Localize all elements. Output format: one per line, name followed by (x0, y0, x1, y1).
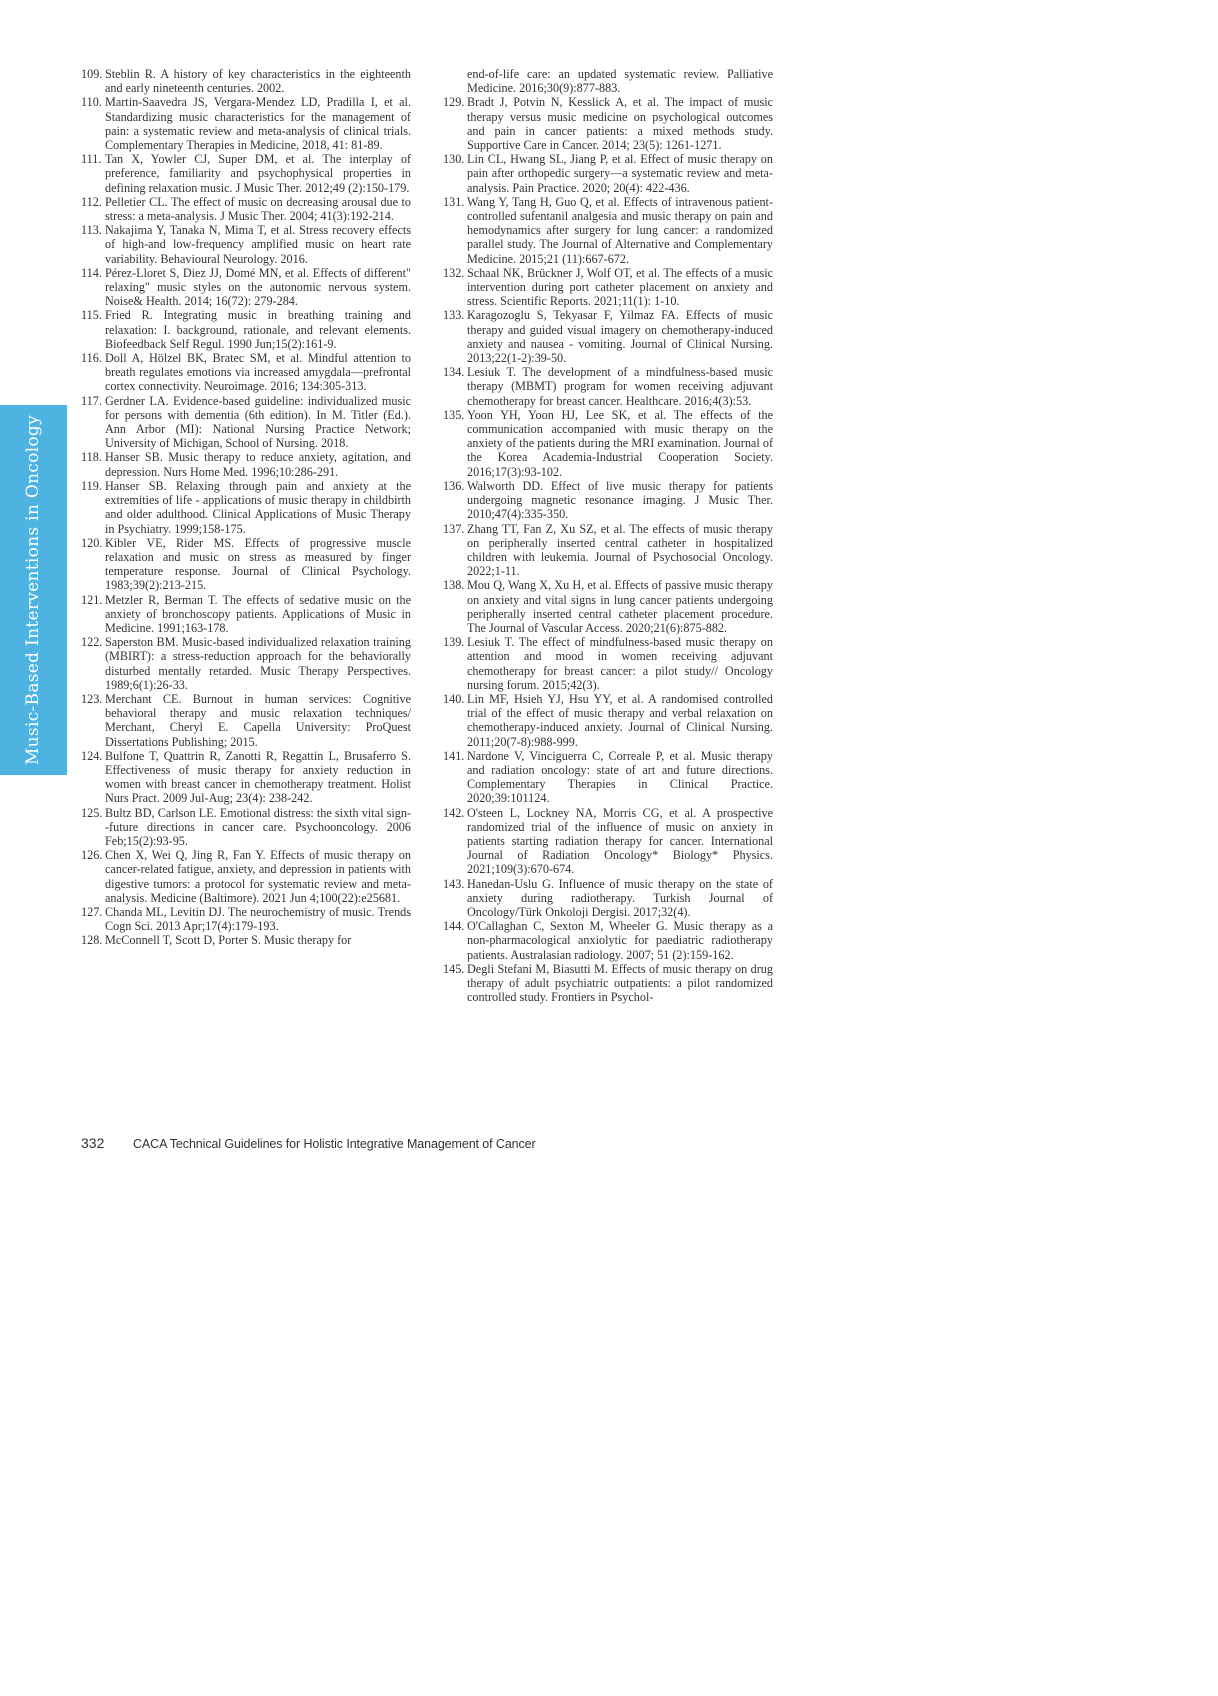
reference-number: 120. (81, 535, 103, 550)
reference-number: 129. (443, 95, 465, 110)
reference-item (443, 692, 773, 749)
reference-item (443, 749, 773, 806)
reference-text: Fried R. Integrating music in breathing training and relaxation: I. background, rationale, and relevant elements. Biofeedback Self Regul. 1990 Jun;15(2):161-9. (105, 308, 411, 351)
reference-continuation: end-of-life care: an updated systematic review. Palliative Medicine. 2016;30(9):877-883. (467, 67, 773, 96)
reference-item (443, 522, 773, 579)
reference-text: Martin-Saavedra JS, Vergara-Mendez LD, Pradilla I, et al. Standardizing music characteristics for the management of pain: a systematic review and meta-analysis of clinical trials. Complementary Therapies in Medicine, 2018, 41: 81-89. (105, 95, 411, 153)
reference-number: 116. (81, 351, 102, 366)
running-title: CACA Technical Guidelines for Holistic Integrative Management of Cancer (133, 1137, 536, 1151)
reference-item (443, 578, 773, 635)
reference-text: Doll A, Hölzel BK, Bratec SM, et al. Mindful attention to breath regulates emotions via increased amygdala—prefrontal cortex connectivity. Neuroimage. 2016; 134:305-313. (105, 351, 411, 394)
reference-number: 140. (443, 691, 465, 706)
reference-item (443, 877, 773, 920)
reference-item (443, 408, 773, 479)
reference-text: Chanda ML, Levitin DJ. The neurochemistry of music. Trends Cogn Sci. 2013 Apr;17(4):179-193. (105, 904, 411, 934)
reference-number: 134. (443, 365, 465, 380)
reference-number: 110. (81, 95, 102, 110)
reference-text: Pérez-Lloret S, Diez JJ, Domé MN, et al. Effects of different" relaxing" music styles on the autonomic nervous system. Noise& Health. 2014; 16(72): 279-284. (105, 265, 411, 309)
reference-number: 135. (443, 407, 465, 422)
reference-item (81, 152, 411, 195)
reference-number: 133. (443, 308, 465, 323)
reference-number: 144. (443, 919, 465, 934)
reference-text: Mou Q, Wang X, Xu H, et al. Effects of passive music therapy on anxiety and vital signs in lung cancer patients undergoing peripherally inserted central catheter placement procedure. The Journal of Vascular Access. 2020;21(6):875-882. (467, 578, 773, 635)
reference-item (81, 195, 411, 223)
reference-number: 127. (81, 904, 103, 919)
reference-item (81, 394, 411, 451)
reference-number: 111. (81, 152, 102, 167)
reference-text: O'steen L, Lockney NA, Morris CG, et al. A prospective randomized trial of the influence of music on anxiety in patients starting radiation therapy for cancer. International Journal of Radiation Oncology* Biology* Physics. 2021;109(3):670-674. (467, 805, 773, 877)
side-tab-label: Music-Based Interventions in Oncology (23, 414, 44, 766)
reference-text: O'Callaghan C, Sexton M, Wheeler G. Music therapy as a non-pharmacological anxiolytic for paediatric radiotherapy patients. Australasian radiology. 2007; 51 (2):159-162. (467, 919, 773, 962)
reference-item (81, 308, 411, 351)
reference-number: 109. (81, 67, 103, 81)
reference-number: 114. (81, 265, 102, 280)
reference-item (443, 152, 773, 195)
reference-item (443, 195, 773, 266)
reference-text: Schaal NK, Brückner J, Wolf OT, et al. The effects of a music intervention during port catheter placement on anxiety and stress. Scientific Reports. 2021;11(1): 1-10. (467, 265, 773, 309)
reference-text: Lin CL, Hwang SL, Jiang P, et al. Effect of music therapy on pain after orthopedic surgery—a systematic review and meta-analysis. Pain Practice. 2020; 20(4): 422-436. (467, 152, 773, 195)
reference-number: 117. (81, 393, 102, 408)
reference-number: 137. (443, 521, 465, 536)
reference-number: 142. (443, 805, 465, 820)
reference-number: 128. (81, 933, 103, 948)
reference-text: Lin MF, Hsieh YJ, Hsu YY, et al. A randomised controlled trial of the effect of music therapy and verbal relaxation on chemotherapy-induced anxiety. Journal of Clinical Nursing. 2011;20(7-8):988-999. (467, 691, 773, 749)
reference-number: 136. (443, 478, 465, 493)
reference-text: Degli Stefani M, Biasutti M. Effects of music therapy on drug therapy of adult psychiatric outpatients: a pilot randomized controlled study. Frontiers in Psychol- (467, 961, 773, 1005)
reference-text: Hanedan-Uslu G. Influence of music therapy on the state of anxiety during radiotherapy. Turkish Journal of Oncology/Türk Onkoloji Dergisi. 2017;32(4). (467, 876, 773, 919)
reference-text: Nardone V, Vinciguerra C, Correale P, et al. Music therapy and radiation oncology: state of art and future directions. Complementary Therapies in Clinical Practice. 2020;39:101124. (467, 748, 773, 806)
reference-item (81, 351, 411, 394)
reference-item (81, 905, 411, 933)
reference-number: 143. (443, 876, 465, 891)
reference-item (443, 635, 773, 692)
reference-number: 113. (81, 223, 102, 238)
reference-text: Karagozoglu S, Tekyasar F, Yilmaz FA. Effects of music therapy and guided visual imagery on chemotherapy-induced anxiety and nausea - vomiting. Journal of Clinical Nursing. 2013;22(1-2):39-50. (467, 308, 773, 366)
reference-text: Lesiuk T. The development of a mindfulness-based music therapy (MBMT) program for women receiving adjuvant chemotherapy for breast cancer. Healthcare. 2016;4(3):53. (467, 365, 773, 408)
reference-text: Walworth DD. Effect of live music therapy for patients undergoing magnetic resonance imaging. J Music Ther. 2010;47(4):335-350. (467, 478, 773, 522)
reference-text: Kibler VE, Rider MS. Effects of progressive muscle relaxation and music on stress as measured by finger temperature response. Journal of Clinical Psychology. 1983;39(2):213-215. (105, 535, 411, 593)
reference-item (81, 806, 411, 849)
reference-text: Gerdner LA. Evidence-based guideline: individualized music for persons with dementia (6th edition). In M. Titler (Ed.). Ann Arbor (MI): National Nursing Practice Network; University of Michigan, School of Nursing. 2018. (105, 393, 411, 451)
reference-number: 139. (443, 635, 465, 650)
reference-number: 130. (443, 152, 465, 167)
reference-text: Pelletier CL. The effect of music on decreasing arousal due to stress: a meta-analysis. J Music Ther. 2004; 41(3):192-214. (105, 194, 411, 224)
reference-item (81, 749, 411, 806)
reference-item (81, 450, 411, 478)
reference-text: Zhang TT, Fan Z, Xu SZ, et al. The effects of music therapy on peripherally inserted central catheter in hospitalized children with leukemia. Journal of Psychosocial Oncology. 2022;1-11. (467, 521, 773, 579)
reference-item (81, 593, 411, 636)
reference-text: Nakajima Y, Tanaka N, Mima T, et al. Stress recovery effects of high-and low-frequency amplified music on heart rate variability. Behavioural Neurology. 2016. (105, 223, 411, 266)
reference-item (81, 536, 411, 593)
reference-text: Saperston BM. Music-based individualized relaxation training (MBIRT): a stress-reduction approach for the behaviorally disturbed mentally retarded. Music Therapy Perspectives. 1989;6(1):26-33. (105, 635, 411, 692)
reference-number: 122. (81, 635, 103, 650)
reference-item (443, 919, 773, 962)
reference-item (81, 848, 411, 905)
reference-text: Merchant CE. Burnout in human services: Cognitive behavioral therapy and music relaxation techniques/ Merchant, Cheryl E. Capella University: ProQuest Dissertations Publishing; 2015. (105, 691, 411, 749)
reference-number: 115. (81, 308, 102, 323)
references-left-column (81, 67, 411, 948)
reference-item (81, 635, 411, 692)
reference-number: 119. (81, 478, 102, 493)
reference-text: Tan X, Yowler CJ, Super DM, et al. The interplay of preference, familiarity and psychophysical properties in defining relaxation music. J Music Ther. 2012;49 (2):150-179. (105, 152, 411, 195)
references-right-column (443, 67, 773, 1004)
reference-number: 118. (81, 450, 102, 465)
reference-number: 131. (443, 194, 465, 209)
reference-text: Bultz BD, Carlson LE. Emotional distress: the sixth vital sign--future directions in cancer care. Psychooncology. 2006 Feb;15(2):93-95. (105, 805, 411, 848)
reference-item (443, 308, 773, 365)
reference-item (443, 266, 773, 309)
reference-item (443, 806, 773, 877)
reference-number: 132. (443, 265, 465, 280)
reference-item (81, 933, 411, 947)
reference-item (443, 479, 773, 522)
page-footer (81, 1135, 536, 1151)
reference-number: 145. (443, 961, 465, 976)
reference-number: 141. (443, 748, 465, 763)
reference-text: Metzler R, Berman T. The effects of sedative music on the anxiety of bronchoscopy patients. Applications of Music in Medicine. 1991;163-178. (105, 592, 411, 635)
reference-item (81, 479, 411, 536)
reference-text: Hanser SB. Relaxing through pain and anxiety at the extremities of life - applications of music therapy in childbirth and older adulthood. Clinical Applications of Music Therapy in Psychiatry. 1999;158-175. (105, 478, 411, 536)
side-tab (0, 405, 67, 775)
reference-item (81, 692, 411, 749)
reference-item (81, 67, 411, 95)
reference-text: Bradt J, Potvin N, Kesslick A, et al. The impact of music therapy versus music medicine on psychological outcomes and pain in cancer patients: a mixed methods study. Supportive Care in Cancer. 2014; 23(5): 1261-1271. (467, 95, 773, 153)
page-number: 332 (81, 1135, 105, 1151)
reference-item (443, 962, 773, 1005)
reference-text: McConnell T, Scott D, Porter S. Music therapy for (105, 933, 352, 948)
reference-item (81, 223, 411, 266)
reference-number: 121. (81, 592, 103, 607)
reference-item (81, 95, 411, 152)
reference-text: Hanser SB. Music therapy to reduce anxiety, agitation, and depression. Nurs Home Med. 1996;10:286-291. (105, 450, 411, 479)
reference-number: 138. (443, 578, 465, 593)
reference-item (443, 95, 773, 152)
reference-text: Lesiuk T. The effect of mindfulness-based music therapy on attention and mood in women receiving adjuvant chemotherapy for breast cancer: a pilot study// Oncology nursing forum. 2015;42(3). (467, 635, 773, 692)
reference-number: 112. (81, 194, 102, 209)
reference-number: 125. (81, 805, 103, 820)
reference-text: Bulfone T, Quattrin R, Zanotti R, Regattin L, Brusaferro S. Effectiveness of music therapy for anxiety reduction in women with breast cancer in chemotherapy treatment. Holist Nurs Pract. 2009 Jul-Aug; 23(4): 238-242. (105, 748, 411, 806)
reference-text: Steblin R. A history of key characteristics in the eighteenth and early nineteenth centuries. 2002. (105, 67, 411, 96)
reference-item (81, 266, 411, 309)
reference-text: Yoon YH, Yoon HJ, Lee SK, et al. The effects of the communication accompanied with music therapy on the anxiety of the patients during the MRI examination. Journal of the Korea Academia-Industrial Cooperation Society. 2016;17(3):93-102. (467, 407, 773, 479)
reference-text: Chen X, Wei Q, Jing R, Fan Y. Effects of music therapy on cancer-related fatigue, anxiety, and depression in patients with digestive tumors: a protocol for systematic review and meta-analysis. Medicine (Baltimore). 2021 Jun 4;100(22):e25681. (105, 848, 411, 905)
reference-text: Wang Y, Tang H, Guo Q, et al. Effects of intravenous patient-controlled sufentanil analgesia and music therapy on pain and hemodynamics after surgery for lung cancer: a randomized parallel study. The Journal of Alternative and Complementary Medicine. 2015;21 (11):667-672. (467, 194, 773, 266)
reference-item (443, 365, 773, 408)
reference-number: 123. (81, 691, 103, 706)
reference-number: 124. (81, 748, 103, 763)
reference-number: 126. (81, 848, 103, 863)
